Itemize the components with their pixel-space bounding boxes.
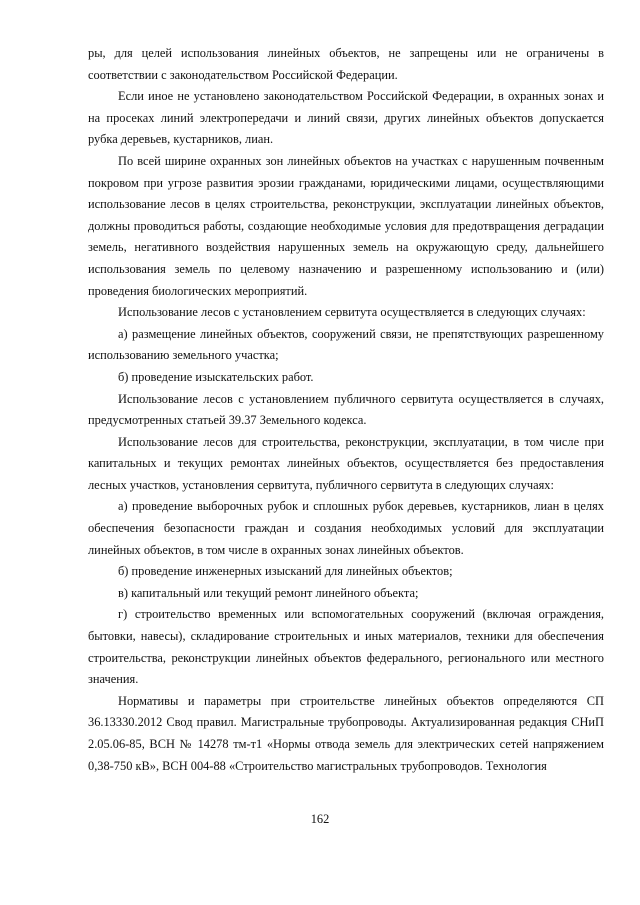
list-item: б) проведение изыскательских работ. [118, 369, 314, 384]
list-item: а) размещение линейных объектов, сооружений связи, не препятствующих разрешенному использованию земельного участка; [88, 326, 604, 363]
list-item: б) проведение инженерных изысканий для линейных объектов; [118, 564, 453, 579]
body-text [88, 43, 604, 777]
paragraph: По всей ширине охранных зон линейных объектов на участках с нарушенным почвенным покровом при угрозе развития эрозии гражданами, юридическими лицами, осуществляющими использование лесов в целях строительства, реконструкции, эксплуатации линейных объектов, должны проводиться работы, создающие необходимые условия для предотвращения деградации земель, негативного воздействия нарушенных земель на окружающую среду, дальнейшего использования земель по целевому назначению и разрешенному использованию и (или) проведения биологических мероприятий. [88, 153, 604, 298]
paragraph: Использование лесов для строительства, реконструкции, эксплуатации, в том числе при капитальных и текущих ремонтах линейных объектов, осуществляется без предоставления лесных участков, установления сервитута, публичного сервитута в следующих случаях: [88, 434, 604, 492]
page-number: 162 [310, 812, 330, 826]
list-item: г) строительство временных или вспомогательных сооружений (включая ограждения, бытовки, навесы), складирование строительных и иных материалов, техники для обеспечения строительства, реконструкции линейных объектов федерального, регионального или местного значения. [88, 607, 604, 687]
paragraph: Нормативы и параметры при строительстве линейных объектов определяются СП 36.13330.2012 Свод правил. Магистральные трубопроводы. Актуализированная редакция СНиП 2.05.06-85, ВСН № 14278 тм-т1 «Нормы отвода земель для электрических сетей напряжением 0,38-750 кВ», ВСН 004-88 «Строительство магистральных трубопроводов. Технология [88, 693, 604, 773]
paragraph: Использование лесов с установлением публичного сервитута осуществляется в случаях, предусмотренных статьей 39.37 Земельного кодекса. [88, 391, 604, 428]
paragraph: Использование лесов с установлением сервитута осуществляется в следующих случаях: [118, 305, 586, 320]
paragraph: Если иное не установлено законодательством Российской Федерации, в охранных зонах и на просеках линий электропередачи и линий связи, других линейных объектов допускается рубка деревьев, кустарников, лиан. [88, 89, 604, 147]
list-item: а) проведение выборочных рубок и сплошных рубок деревьев, кустарников, лиан в целях обеспечения безопасности граждан и создания необходимых условий для эксплуатации линейных объектов, в том числе в охранных зонах линейных объектов. [88, 499, 604, 557]
list-item: в) капитальный или текущий ремонт линейного объекта; [118, 585, 419, 600]
paragraph: ры, для целей использования линейных объектов, не запрещены или не ограничены в соответствии с законодательством Российской Федерации. [88, 46, 604, 82]
